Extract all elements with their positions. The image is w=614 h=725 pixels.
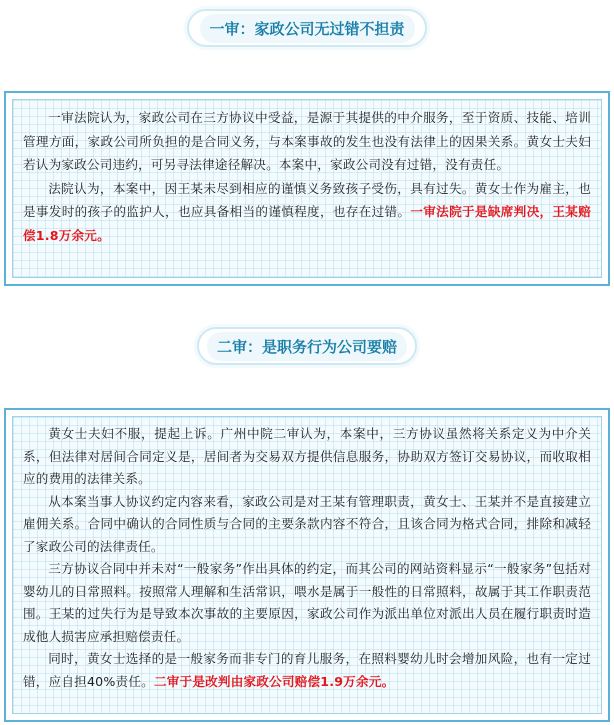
section1-verdict-highlight: 一审法院于是缺席判决，王某赔偿1.8万余元。 — [23, 204, 592, 243]
section1-paragraph-1: 一审法院认为，家政公司在三方协议中受益，是源于其提供的中介服务，至于资质、技能、培训管理方面，家政公司所负担的是合同义务，与本案事故的发生也没有法律上的因果关系。黄女士夫妇若认为家政公司违约，可另寻法律途径解决。本案中，家政公司没有过错，没有责任。 — [23, 110, 591, 172]
section2-paragraph-3: 三方协议合同中并未对“一般家务”作出具体的约定，而其公司的网站资料显示“一般家务”包括对婴幼儿的日常照料。按照常人理解和生活常识，喂水是属于一般性的日常照料，故属于其工作职责范围。王某的过失行为是导致本次事故的主要原因，家政公司作为派出单位对派出人员在履行职责时造成他人损害应承担赔偿责任。 — [23, 561, 591, 644]
section2-paragraph-1: 黄女士夫妇不服，提起上诉。广州中院二审认为，本案中，三方协议虽然将关系定义为中介关系，但法律对居间合同定义是，居间者为交易双方提供信息服务，协助双方签订交易协议，而收取相应的费用的法律关系。 — [23, 426, 591, 486]
section2-textbox — [4, 408, 610, 722]
section2-heading: 二审：是职务行为公司要赔 — [207, 332, 407, 361]
section2-verdict-highlight: 二审于是改判由家政公司赔偿1.9万余元。 — [153, 673, 395, 689]
section1-heading-pill — [187, 9, 427, 47]
section2-paragraph-4 — [23, 648, 591, 693]
section1-paragraph-2-text: 法院认为，本案中，因王某未尽到相应的谨慎义务致孩子受伤，具有过失。黄女士作为雇主，也是事发时的孩子的监护人，也应具备相当的谨慎程度，也存在过错。 — [23, 180, 591, 219]
section1-textbox-inner — [12, 99, 602, 278]
section2-paragraph-4-text: 同时，黄女士选择的是一般家务而非专门的育儿服务，在照料婴幼儿时会增加风险，也有一定过错，应自担40%责任。 — [23, 651, 591, 689]
section2-paragraph-2: 从本案当事人协议约定内容来看，家政公司是对王某有管理职责，黄女士、王某并不是直接建立雇佣关系。合同中确认的合同性质与合同的主要条款内容不符合，且该合同为格式合同，排除和减轻了家政公司的法律责任。 — [23, 493, 591, 554]
section1-paragraph-2 — [23, 177, 591, 248]
section2-textbox-inner — [12, 416, 602, 714]
section1-heading: 一审：家政公司无过错不担责 — [200, 14, 415, 43]
section2-heading-pill — [197, 327, 417, 365]
section1-textbox — [4, 91, 610, 286]
